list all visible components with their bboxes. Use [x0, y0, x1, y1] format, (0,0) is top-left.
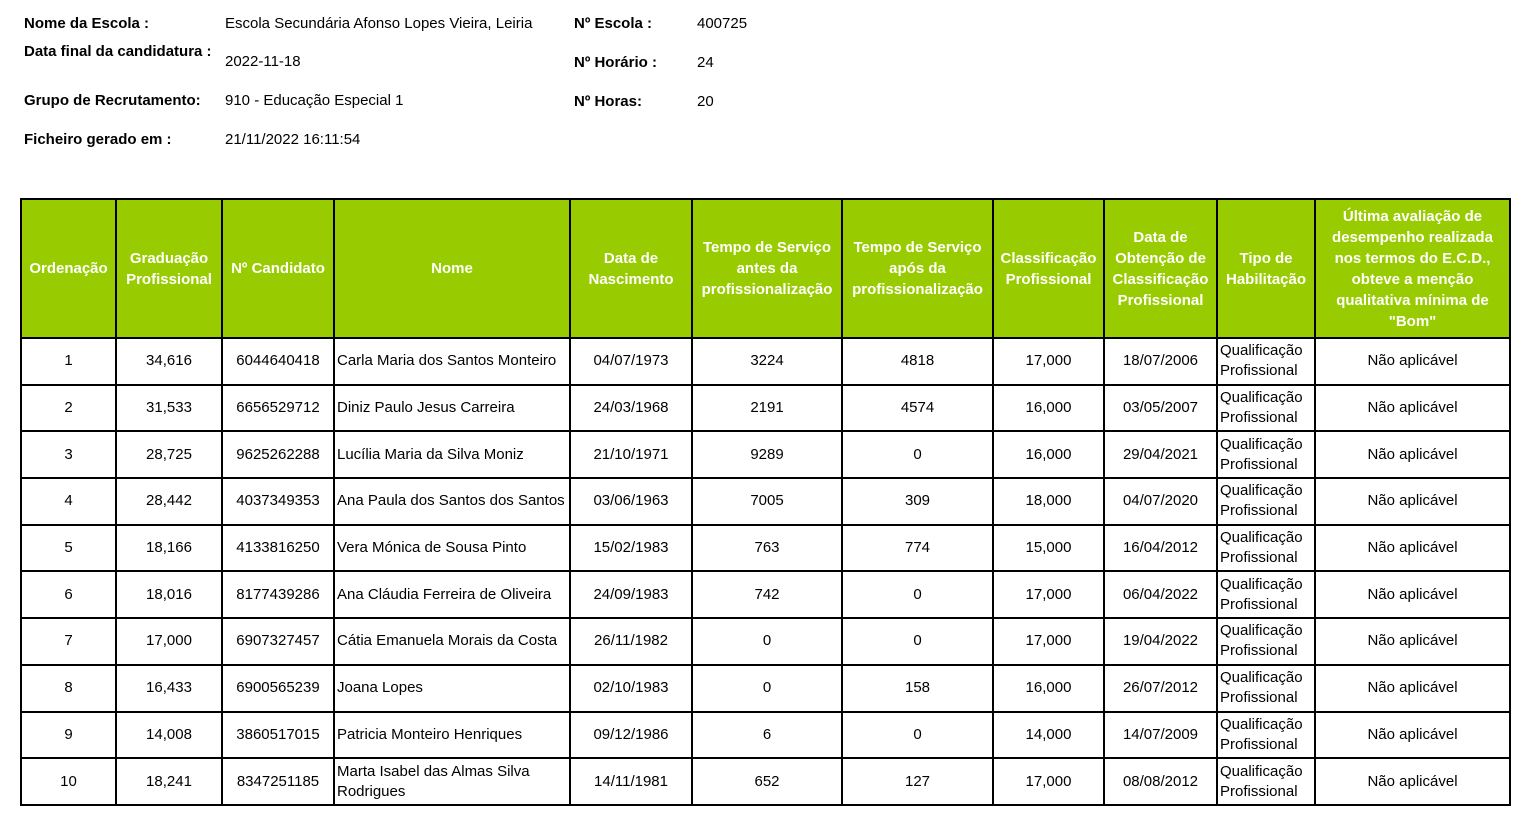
school-name-value: Escola Secundária Afonso Lopes Vieira, Leiria: [225, 15, 533, 32]
cell-nascimento: 26/11/1982: [570, 618, 692, 665]
schedule-number-label: Nº Horário :: [574, 54, 657, 71]
cell-candidato: 6044640418: [222, 338, 334, 385]
cell-ordenacao: 7: [21, 618, 116, 665]
table-row: [21, 665, 1510, 712]
cell-nascimento: 03/06/1963: [570, 478, 692, 525]
table-row: [21, 431, 1510, 478]
cell-ordenacao: 5: [21, 525, 116, 572]
school-number-label: Nº Escola :: [574, 15, 653, 32]
header-classificacao: Classificação Profissional: [993, 199, 1104, 338]
cell-nome: Vera Mónica de Sousa Pinto: [334, 525, 570, 572]
cell-candidato: 4037349353: [222, 478, 334, 525]
cell-habilitacao: Qualificação Profissional: [1217, 431, 1315, 478]
school-name-label: Nome da Escola :: [24, 15, 150, 32]
deadline-label: Data final da candidatura :: [24, 43, 212, 60]
cell-data-obtencao: 29/04/2021: [1104, 431, 1217, 478]
cell-classificacao: 18,000: [993, 478, 1104, 525]
recruitment-group-value: 910 - Educação Especial 1: [225, 92, 404, 109]
cell-habilitacao: Qualificação Profissional: [1217, 758, 1315, 805]
cell-servico-antes: 0: [692, 618, 842, 665]
cell-ordenacao: 8: [21, 665, 116, 712]
table-row: [21, 712, 1510, 759]
schedule-number-value: 24: [697, 54, 714, 71]
cell-graduacao: 18,241: [116, 758, 222, 805]
cell-servico-apos: 0: [842, 431, 993, 478]
cell-servico-antes: 6: [692, 712, 842, 759]
cell-candidato: 8177439286: [222, 571, 334, 618]
header-avaliacao: Última avaliação de desempenho realizada nos termos do E.C.D., obteve a menção qualitativa mínima de "Bom": [1315, 199, 1510, 338]
cell-nome: Lucília Maria da Silva Moniz: [334, 431, 570, 478]
cell-nome: Ana Cláudia Ferreira de Oliveira: [334, 571, 570, 618]
header-data-obtencao: Data de Obtenção de Classificação Profissional: [1104, 199, 1217, 338]
recruitment-group-label: Grupo de Recrutamento:: [24, 92, 201, 109]
cell-servico-apos: 127: [842, 758, 993, 805]
cell-data-obtencao: 19/04/2022: [1104, 618, 1217, 665]
cell-habilitacao: Qualificação Profissional: [1217, 618, 1315, 665]
cell-avaliacao: Não aplicável: [1315, 385, 1510, 432]
cell-ordenacao: 4: [21, 478, 116, 525]
cell-graduacao: 28,725: [116, 431, 222, 478]
cell-graduacao: 17,000: [116, 618, 222, 665]
cell-nome: Cátia Emanuela Morais da Costa: [334, 618, 570, 665]
cell-avaliacao: Não aplicável: [1315, 618, 1510, 665]
header-nome: Nome: [334, 199, 570, 338]
cell-candidato: 6656529712: [222, 385, 334, 432]
cell-data-obtencao: 04/07/2020: [1104, 478, 1217, 525]
table-row: [21, 758, 1510, 805]
school-number-value: 400725: [697, 15, 748, 32]
table-row: [21, 338, 1510, 385]
cell-avaliacao: Não aplicável: [1315, 571, 1510, 618]
cell-candidato: 8347251185: [222, 758, 334, 805]
cell-nascimento: 24/09/1983: [570, 571, 692, 618]
cell-classificacao: 17,000: [993, 571, 1104, 618]
cell-habilitacao: Qualificação Profissional: [1217, 571, 1315, 618]
table-row: [21, 571, 1510, 618]
table-header-row: [21, 199, 1510, 338]
cell-habilitacao: Qualificação Profissional: [1217, 665, 1315, 712]
cell-habilitacao: Qualificação Profissional: [1217, 478, 1315, 525]
cell-servico-antes: 9289: [692, 431, 842, 478]
header-servico-apos: Tempo de Serviço após da profissionalização: [842, 199, 993, 338]
table-row: [21, 525, 1510, 572]
cell-servico-antes: 7005: [692, 478, 842, 525]
cell-candidato: 3860517015: [222, 712, 334, 759]
cell-classificacao: 14,000: [993, 712, 1104, 759]
cell-servico-antes: 3224: [692, 338, 842, 385]
cell-servico-apos: 4818: [842, 338, 993, 385]
cell-classificacao: 17,000: [993, 338, 1104, 385]
cell-habilitacao: Qualificação Profissional: [1217, 338, 1315, 385]
cell-candidato: 6900565239: [222, 665, 334, 712]
cell-data-obtencao: 08/08/2012: [1104, 758, 1217, 805]
cell-nascimento: 02/10/1983: [570, 665, 692, 712]
header-ordenacao: Ordenação: [21, 199, 116, 338]
cell-classificacao: 17,000: [993, 618, 1104, 665]
cell-candidato: 9625262288: [222, 431, 334, 478]
cell-ordenacao: 9: [21, 712, 116, 759]
cell-ordenacao: 6: [21, 571, 116, 618]
cell-nascimento: 09/12/1986: [570, 712, 692, 759]
table-row: [21, 618, 1510, 665]
cell-ordenacao: 3: [21, 431, 116, 478]
cell-nascimento: 14/11/1981: [570, 758, 692, 805]
cell-data-obtencao: 14/07/2009: [1104, 712, 1217, 759]
cell-candidato: 6907327457: [222, 618, 334, 665]
cell-servico-apos: 4574: [842, 385, 993, 432]
cell-nascimento: 15/02/1983: [570, 525, 692, 572]
cell-data-obtencao: 06/04/2022: [1104, 571, 1217, 618]
cell-graduacao: 18,016: [116, 571, 222, 618]
cell-habilitacao: Qualificação Profissional: [1217, 385, 1315, 432]
deadline-value: 2022-11-18: [225, 53, 301, 70]
cell-avaliacao: Não aplicável: [1315, 665, 1510, 712]
generated-value: 21/11/2022 16:11:54: [225, 131, 361, 148]
cell-ordenacao: 2: [21, 385, 116, 432]
cell-servico-apos: 309: [842, 478, 993, 525]
header-servico-antes: Tempo de Serviço antes da profissionalização: [692, 199, 842, 338]
cell-classificacao: 17,000: [993, 758, 1104, 805]
header-candidato: Nº Candidato: [222, 199, 334, 338]
cell-servico-antes: 0: [692, 665, 842, 712]
cell-avaliacao: Não aplicável: [1315, 478, 1510, 525]
generated-label: Ficheiro gerado em :: [24, 131, 172, 148]
cell-classificacao: 16,000: [993, 385, 1104, 432]
cell-nome: Joana Lopes: [334, 665, 570, 712]
candidates-table: [20, 198, 1511, 806]
cell-servico-apos: 774: [842, 525, 993, 572]
cell-graduacao: 34,616: [116, 338, 222, 385]
cell-classificacao: 16,000: [993, 665, 1104, 712]
cell-data-obtencao: 26/07/2012: [1104, 665, 1217, 712]
cell-servico-antes: 763: [692, 525, 842, 572]
cell-nome: Ana Paula dos Santos dos Santos: [334, 478, 570, 525]
cell-avaliacao: Não aplicável: [1315, 431, 1510, 478]
cell-nascimento: 24/03/1968: [570, 385, 692, 432]
cell-servico-apos: 158: [842, 665, 993, 712]
cell-nome: Diniz Paulo Jesus Carreira: [334, 385, 570, 432]
cell-graduacao: 16,433: [116, 665, 222, 712]
cell-ordenacao: 10: [21, 758, 116, 805]
cell-avaliacao: Não aplicável: [1315, 525, 1510, 572]
cell-data-obtencao: 18/07/2006: [1104, 338, 1217, 385]
hours-label: Nº Horas:: [574, 93, 642, 110]
cell-nascimento: 21/10/1971: [570, 431, 692, 478]
cell-candidato: 4133816250: [222, 525, 334, 572]
cell-avaliacao: Não aplicável: [1315, 712, 1510, 759]
cell-ordenacao: 1: [21, 338, 116, 385]
cell-servico-antes: 652: [692, 758, 842, 805]
cell-servico-antes: 2191: [692, 385, 842, 432]
cell-graduacao: 18,166: [116, 525, 222, 572]
cell-servico-antes: 742: [692, 571, 842, 618]
cell-nome: Carla Maria dos Santos Monteiro: [334, 338, 570, 385]
header-habilitacao: Tipo de Habilitação: [1217, 199, 1315, 338]
cell-avaliacao: Não aplicável: [1315, 338, 1510, 385]
cell-graduacao: 31,533: [116, 385, 222, 432]
cell-graduacao: 14,008: [116, 712, 222, 759]
cell-habilitacao: Qualificação Profissional: [1217, 712, 1315, 759]
cell-habilitacao: Qualificação Profissional: [1217, 525, 1315, 572]
header-nascimento: Data de Nascimento: [570, 199, 692, 338]
table-row: [21, 385, 1510, 432]
cell-nome: Marta Isabel das Almas Silva Rodrigues: [334, 758, 570, 805]
cell-servico-apos: 0: [842, 618, 993, 665]
cell-nascimento: 04/07/1973: [570, 338, 692, 385]
cell-servico-apos: 0: [842, 712, 993, 759]
cell-servico-apos: 0: [842, 571, 993, 618]
cell-classificacao: 16,000: [993, 431, 1104, 478]
cell-data-obtencao: 03/05/2007: [1104, 385, 1217, 432]
table-row: [21, 478, 1510, 525]
cell-graduacao: 28,442: [116, 478, 222, 525]
hours-value: 20: [697, 93, 714, 110]
cell-data-obtencao: 16/04/2012: [1104, 525, 1217, 572]
cell-nome: Patricia Monteiro Henriques: [334, 712, 570, 759]
cell-classificacao: 15,000: [993, 525, 1104, 572]
header-graduacao: Graduação Profissional: [116, 199, 222, 338]
cell-avaliacao: Não aplicável: [1315, 758, 1510, 805]
